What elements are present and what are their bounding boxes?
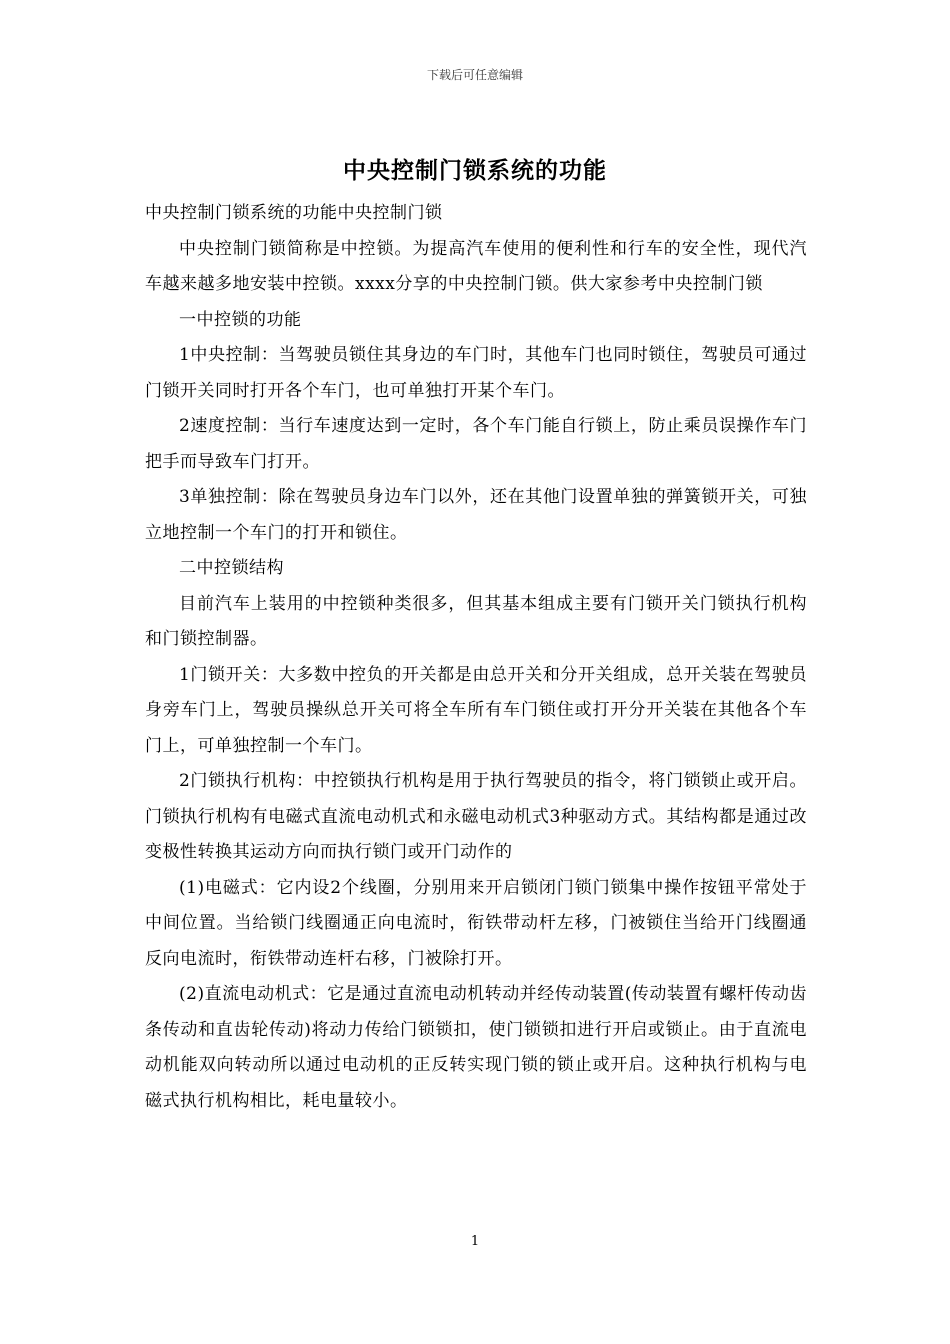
paragraph-intro: 中央控制门锁简称是中控锁。为提高汽车使用的便利性和行车的安全性，现代汽车越来越多地安装中控锁。xxxx分享的中央控制门锁。供大家参考中央控制门锁: [145, 238, 807, 294]
paragraph-door-lock-switch: 1门锁开关：大多数中控负的开关都是由总开关和分开关组成，总开关装在驾驶员身旁车门上，驾驶员操纵总开关可将全车所有车门锁住或打开分开关装在其他各个车门上，可单独控制一个车门。: [145, 664, 807, 756]
section-heading-functions: 一中控锁的功能: [179, 309, 302, 330]
paragraph-structure-overview: 目前汽车上装用的中控锁种类很多，但其基本组成主要有门锁开关门锁执行机构和门锁控制器。: [145, 593, 807, 649]
paragraph-speed-control: 2速度控制：当行车速度达到一定时，各个车门能自行锁上，防止乘员误操作车门把手而导致车门打开。: [145, 416, 807, 472]
paragraph-dc-motor: (2)直流电动机式：它是通过直流电动机转动并经传动装置(传动装置有螺杆传动齿条传动和直齿轮传动)将动力传给门锁锁扣，使门锁锁扣进行开启或锁止。由于直流电动机能双向转动所以通过电动机的正反转实现门锁的锁止或开启。这种执行机构与电磁式执行机构相比，耗电量较小。: [145, 984, 807, 1111]
paragraph-central-control: 1中央控制：当驾驶员锁住其身边的车门时，其他车门也同时锁住，驾驶员可通过门锁开关同时打开各个车门，也可单独打开某个车门。: [145, 345, 807, 401]
section-heading-structure: 二中控锁结构: [179, 558, 284, 578]
paragraph-individual-control: 3单独控制：除在驾驶员身边车门以外，还在其他门设置单独的弹簧锁开关，可独立地控制一个车门的打开和锁住。: [145, 487, 807, 543]
paragraph-electromagnetic: (1)电磁式：它内设2个线圈，分别用来开启锁闭门锁门锁集中操作按钮平常处于中间位置。当给锁门线圈通正向电流时，衔铁带动杆左移，门被锁住当给开门线圈通反向电流时，衔铁带动连杆右移，门被除打开。: [145, 877, 807, 969]
paragraph-actuator: 2门锁执行机构：中控锁执行机构是用于执行驾驶员的指令，将门锁锁止或开启。门锁执行机构有电磁式直流电动机式和永磁电动机式3种驱动方式。其结构都是通过改变极性转换其运动方向而执行锁门或开门动作的: [145, 771, 807, 862]
page-number: 1: [470, 1234, 480, 1249]
document-body: [145, 196, 807, 1119]
header-note: 下载后可任意编辑: [426, 68, 523, 82]
paragraph-subtitle: 中央控制门锁系统的功能中央控制门锁: [145, 203, 443, 223]
document-title: 中央控制门锁系统的功能: [343, 157, 607, 184]
